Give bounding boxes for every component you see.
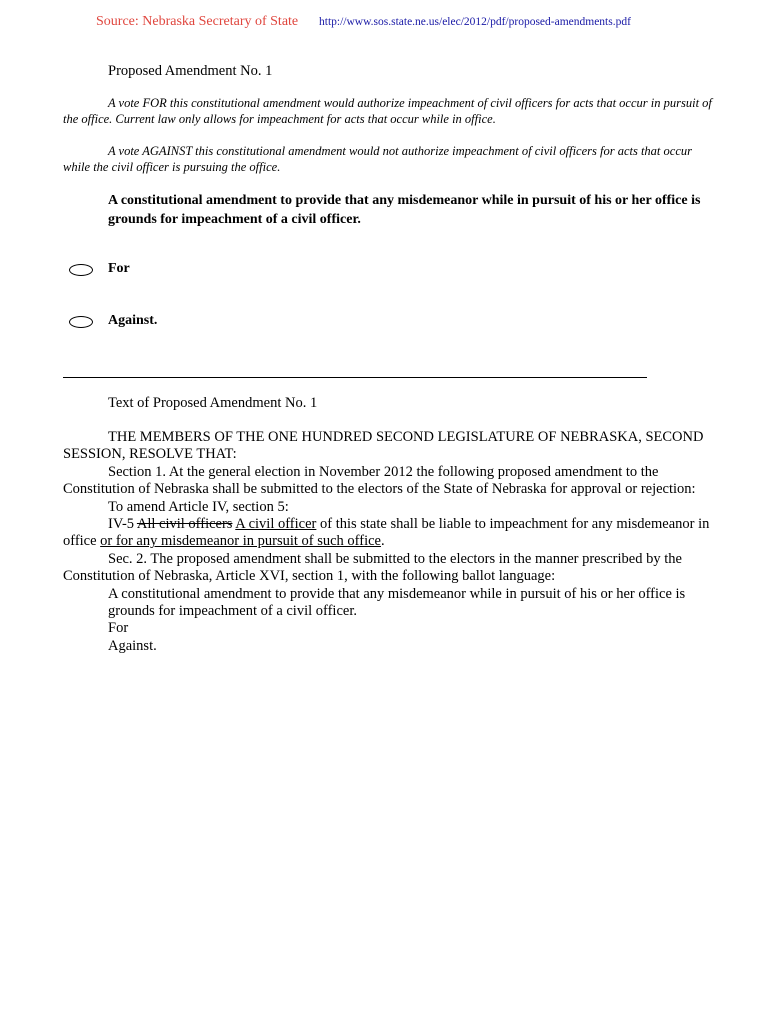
text-for: For	[108, 620, 129, 637]
struck-text: All civil officers	[136, 516, 233, 533]
ballot-language: A constitutional amendment to provide that any misdemeanor while in pursuit of his or her office is grounds for impeachment of a civil officer.	[108, 585, 686, 620]
section1-paragraph: Section 1. At the general election in November 2012 the following proposed amendment to the Constitution of Nebraska shall be submitted to the electors of the State of Nebraska for approval or rejection:	[63, 463, 696, 498]
vote-against-explanation: A vote AGAINST this constitutional amendment would not authorize impeachment of civil officers for acts that occur while the civil officer is pursuing the office.	[63, 144, 692, 174]
vote-for-explanation: A vote FOR this constitutional amendment would authorize impeachment of civil officers for acts that occur in pursuit of the office. Current law only allows for impeachment for acts that occur while in office.	[63, 96, 712, 126]
ballot-question: A constitutional amendment to provide that any misdemeanor while in pursuit of his or her office is grounds for impeachment of a civil officer.	[108, 193, 701, 227]
text-title: Text of Proposed Amendment No. 1	[108, 395, 318, 411]
option-against-label: Against.	[108, 313, 158, 328]
option-for-label: For	[108, 261, 130, 276]
source-label: Source: Nebraska Secretary of State	[96, 14, 299, 29]
divider-line	[63, 377, 647, 378]
against-radio-oval[interactable]	[69, 316, 93, 328]
amendment-text-body	[63, 429, 713, 655]
source-url-link[interactable]: http://www.sos.state.ne.us/elec/2012/pdf/proposed-amendments.pdf	[319, 16, 631, 28]
text-against: Against.	[108, 637, 157, 654]
for-radio-oval[interactable]	[69, 264, 93, 276]
amendment-title: Proposed Amendment No. 1	[108, 63, 273, 79]
iv5-paragraph: IV-5 All civil officers A civil officer of this state shall be liable to impeachment for any misdemeanor in office or for any misdemeanor in pursuit of such office.	[63, 516, 710, 550]
sec2-paragraph: Sec. 2. The proposed amendment shall be submitted to the electors in the manner prescribed by the Constitution of Nebraska, Article XVI, section 1, with the following ballot language:	[63, 550, 682, 585]
added-text: or for any misdemeanor in pursuit of such office	[100, 533, 381, 550]
resolve-paragraph: THE MEMBERS OF THE ONE HUNDRED SECOND LEGISLATURE OF NEBRASKA, SECOND SESSION, RESOLVE THAT:	[63, 429, 704, 463]
to-amend-line: To amend Article IV, section 5:	[108, 498, 289, 515]
inserted-text: A civil officer	[235, 516, 317, 533]
